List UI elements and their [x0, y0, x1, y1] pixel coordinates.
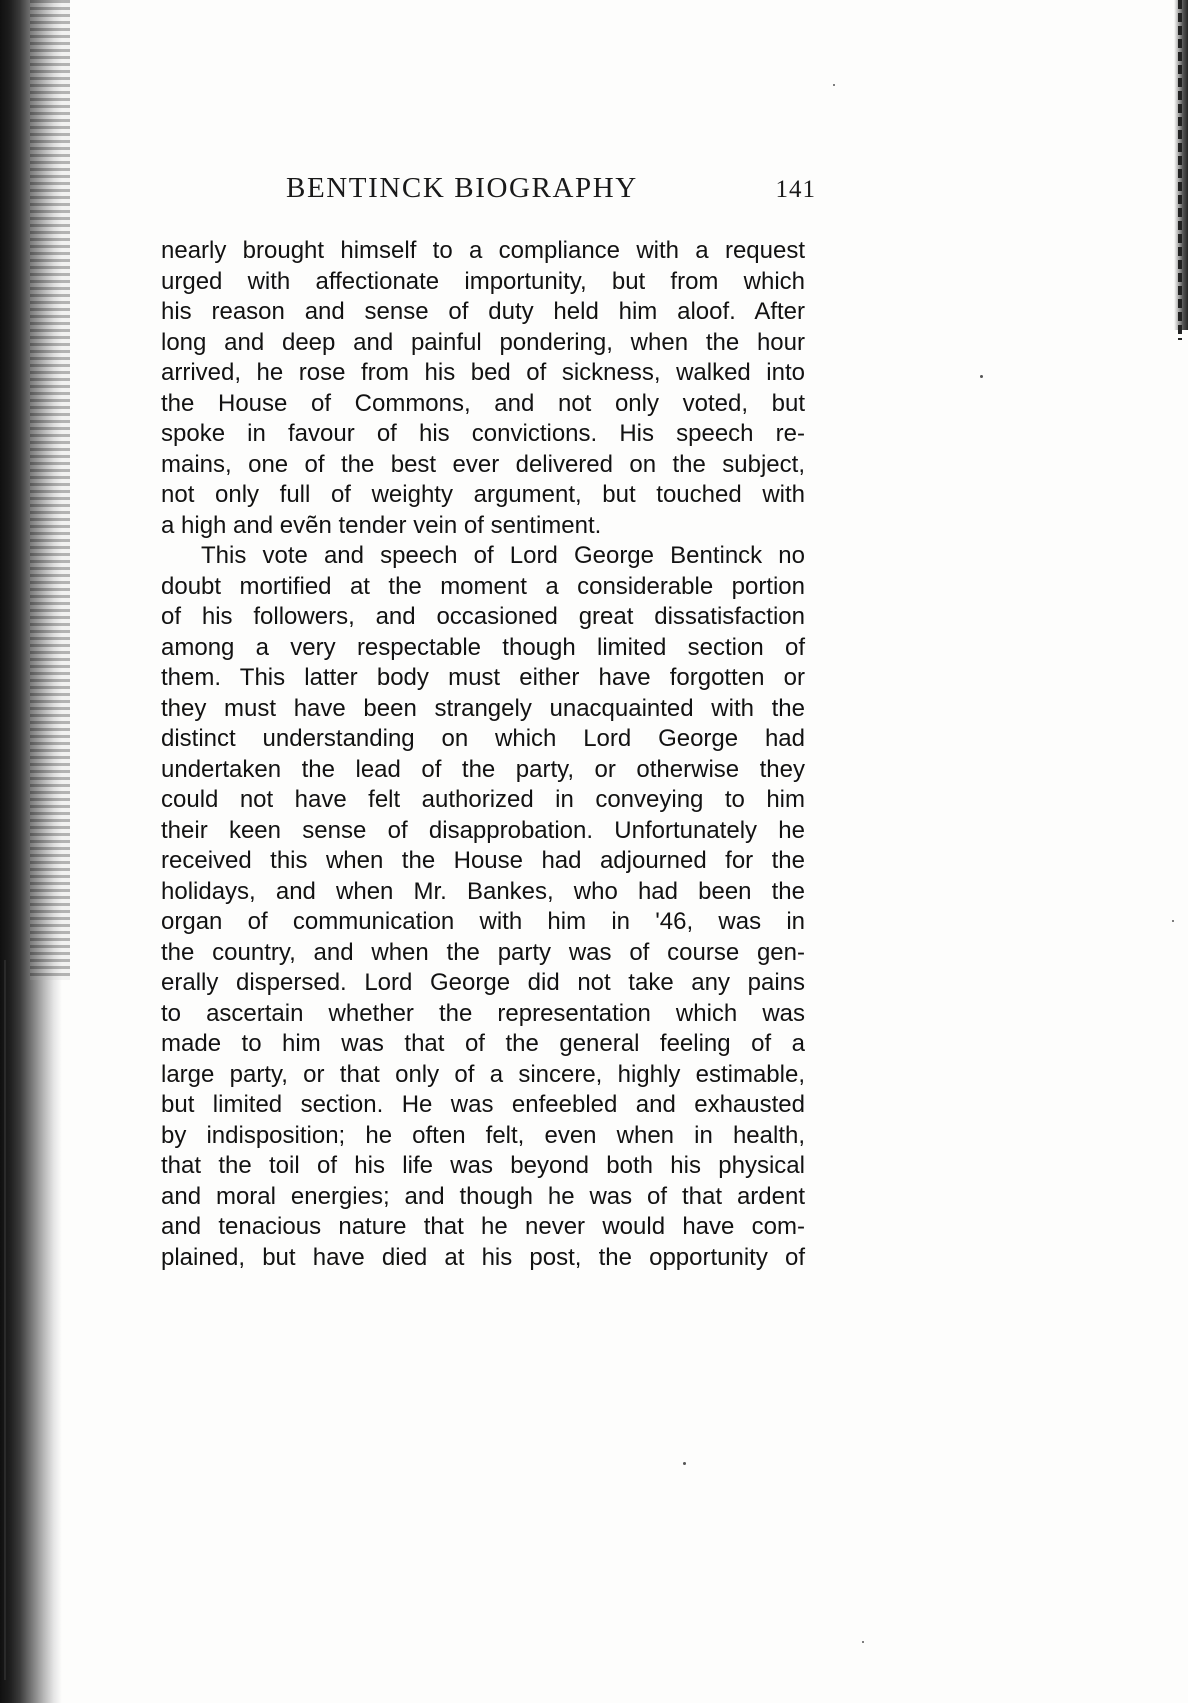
- text-line: organ of communication with him in '46, was in: [161, 908, 805, 935]
- scan-speck: [1172, 920, 1174, 922]
- text-line: not only full of weighty argument, but touched with: [161, 481, 805, 508]
- text-line: urged with affectionate importunity, but from which: [161, 267, 805, 295]
- text-line: large party, or that only of a sincere, highly estimable,: [161, 1060, 805, 1088]
- binding-texture-right: [1178, 0, 1182, 340]
- text-line: distinct understanding on which Lord George had: [161, 725, 805, 752]
- text-line: undertaken the lead of the party, or otherwise they: [161, 755, 805, 783]
- text-line: his reason and sense of duty held him aloof. After: [161, 298, 805, 325]
- text-line: that the toil of his life was beyond both his physical: [161, 1152, 805, 1179]
- text-line: could not have felt authorized in conveying to him: [161, 786, 805, 813]
- text-line: them. This latter body must either have forgotten or: [161, 664, 805, 691]
- text-line: the country, and when the party was of course gen-: [161, 938, 805, 966]
- text-line: arrived, he rose from his bed of sickness, walked into: [161, 359, 805, 386]
- page-edge-line: [4, 960, 6, 1680]
- body-text: [161, 236, 805, 1273]
- text-line: plained, but have died at his post, the opportunity of: [161, 1243, 805, 1271]
- text-line: but limited section. He was enfeebled and exhausted: [161, 1091, 805, 1118]
- binding-texture-left: [30, 0, 70, 980]
- text-line: erally dispersed. Lord George did not take any pains: [161, 969, 805, 996]
- text-line: their keen sense of disapprobation. Unfortunately he: [161, 816, 805, 844]
- scan-speck: [683, 1462, 686, 1465]
- text-line: spoke in favour of his convictions. His speech re-: [161, 420, 805, 447]
- text-line: and moral energies; and though he was of that ardent: [161, 1182, 805, 1210]
- text-line: holidays, and when Mr. Bankes, who had been the: [161, 877, 805, 905]
- page-number: 141: [775, 176, 816, 203]
- text-line: nearly brought himself to a compliance with a request: [161, 237, 805, 264]
- running-header: [286, 172, 816, 212]
- text-line: doubt mortified at the moment a considerable portion: [161, 572, 805, 600]
- text-line: This vote and speech of Lord George Bentinck no: [201, 542, 805, 569]
- running-title: BENTINCK BIOGRAPHY: [286, 172, 638, 204]
- scan-speck: [862, 1641, 864, 1643]
- text-line: and tenacious nature that he never would have com-: [161, 1213, 805, 1240]
- text-line: made to him was that of the general feeling of a: [161, 1030, 805, 1057]
- text-line: of his followers, and occasioned great dissatisfaction: [161, 603, 805, 630]
- text-line: the House of Commons, and not only voted, but: [161, 389, 805, 417]
- text-line: they must have been strangely unacquainted with the: [161, 694, 805, 722]
- text-line: long and deep and painful pondering, when the hour: [161, 328, 805, 356]
- text-line: a high and evẽn tender vein of sentiment.: [161, 511, 602, 539]
- scan-speck: [833, 84, 835, 86]
- text-line: mains, one of the best ever delivered on the subject,: [161, 450, 805, 478]
- text-line: to ascertain whether the representation which was: [161, 999, 805, 1027]
- text-line: received this when the House had adjourned for the: [161, 847, 805, 874]
- scan-speck: [980, 375, 983, 378]
- text-line: among a very respectable though limited section of: [161, 633, 805, 661]
- text-line: by indisposition; he often felt, even when in health,: [161, 1121, 805, 1149]
